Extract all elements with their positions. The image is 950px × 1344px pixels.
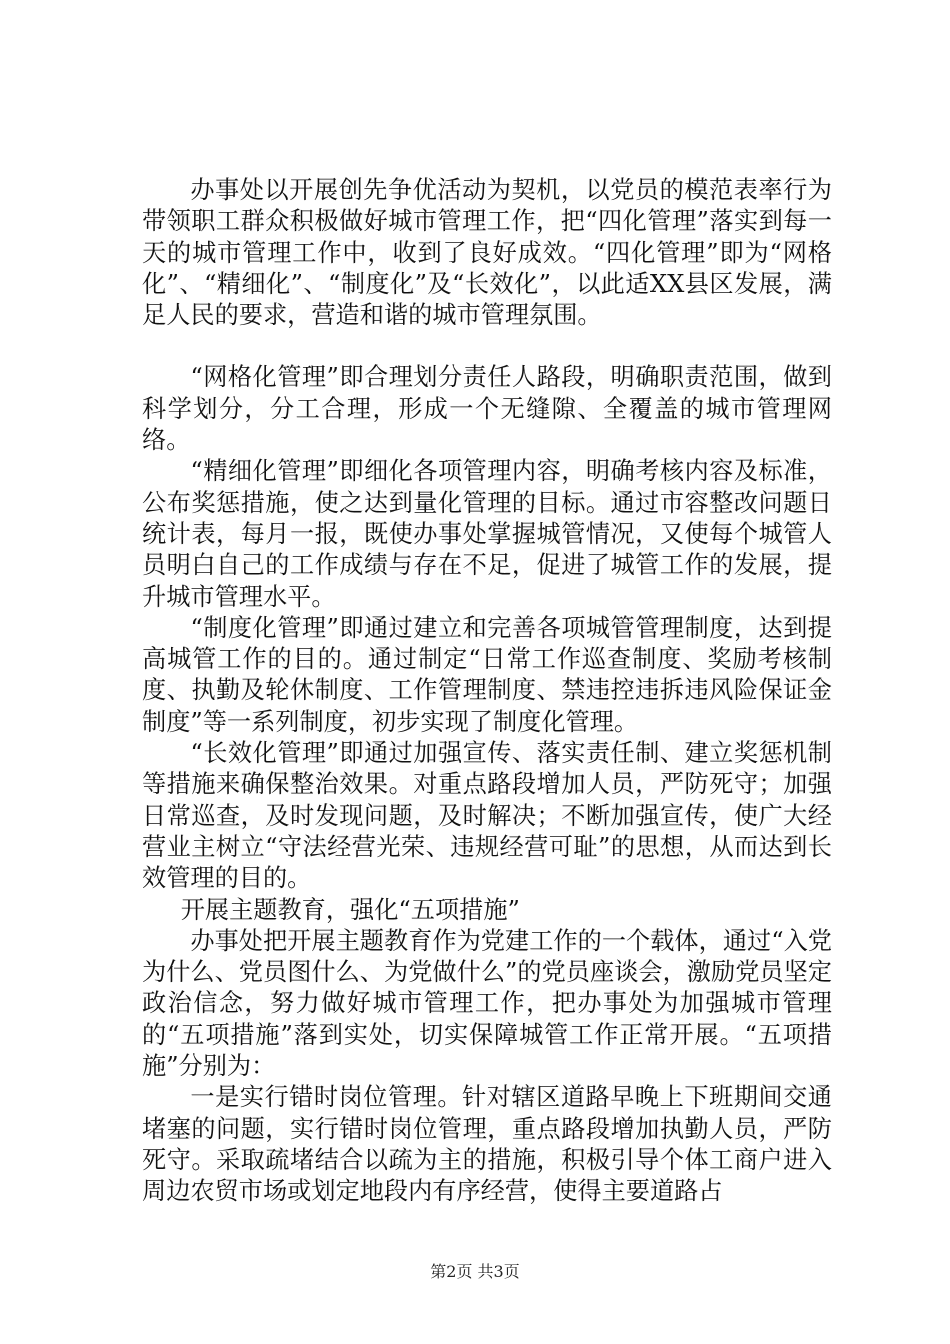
paragraph-intro: 办事处以开展创先争优活动为契机，以党员的模范表率行为带领职工群众积极做好城市管理工作，把“四化管理”落实到每一天的城市管理工作中，收到了良好成效。“四化管理”即为“网格化”、“精细化”、“制度化”及“长效化”，以此适XX县区发展，满足人民的要求，营造和谐的城市管理氛围。 xyxy=(142,176,832,330)
paragraph-long-term-management: “长效化管理”即通过加强宣传、落实责任制、建立奖惩机制等措施来确保整治效果。对重点路段增加人员，严防死守；加强日常巡查，及时发现问题，及时解决；不断加强宣传，使广大经营业主树立“守法经营光荣、违规经营可耻”的思想，从而达到长效管理的目的。 xyxy=(142,739,832,893)
page-number-footer: 第2页 共3页 xyxy=(430,1262,520,1281)
paragraph-theme-education: 办事处把开展主题教育作为党建工作的一个载体，通过“入党为什么、党员图什么、为党做什么”的党员座谈会，激励党员坚定政治信念，努力做好城市管理工作，把办事处为加强城市管理的“五项措施”落到实处，切实保障城管工作正常开展。“五项措施”分别为： xyxy=(142,926,832,1081)
paragraph-staggered-posts: 一是实行错时岗位管理。针对辖区道路早晚上下班期间交通堵塞的问题，实行错时岗位管理，重点路段增加执勤人员，严防死守。采取疏堵结合以疏为主的措施，积极引导个体工商户进入周边农贸市场或划定地段内有序经营，使得主要道路占 xyxy=(142,1083,832,1206)
paragraph-refined-management: “精细化管理”即细化各项管理内容，明确考核内容及标准，公布奖惩措施，使之达到量化管理的目标。通过市容整改问题日统计表，每月一报，既使办事处掌握城管情况，又使每个城管人员明白自己的工作成绩与存在不足，促进了城管工作的发展，提升城市管理水平。 xyxy=(142,457,832,611)
paragraph-grid-management: “网格化管理”即合理划分责任人路段，明确职责范围，做到科学划分，分工合理，形成一个无缝隙、全覆盖的城市管理网络。 xyxy=(142,363,832,455)
paragraph-institutional-management: “制度化管理”即通过建立和完善各项城管管理制度，达到提高城管工作的目的。通过制定“日常工作巡查制度、奖励考核制度、执勤及轮休制度、工作管理制度、禁违控违拆违风险保证金制度”等一系列制度，初步实现了制度化管理。 xyxy=(142,613,832,736)
section-heading-theme-education: 开展主题教育，强化“五项措施” xyxy=(180,895,520,924)
document-body xyxy=(142,175,832,1208)
paragraph-spacer xyxy=(142,331,832,362)
